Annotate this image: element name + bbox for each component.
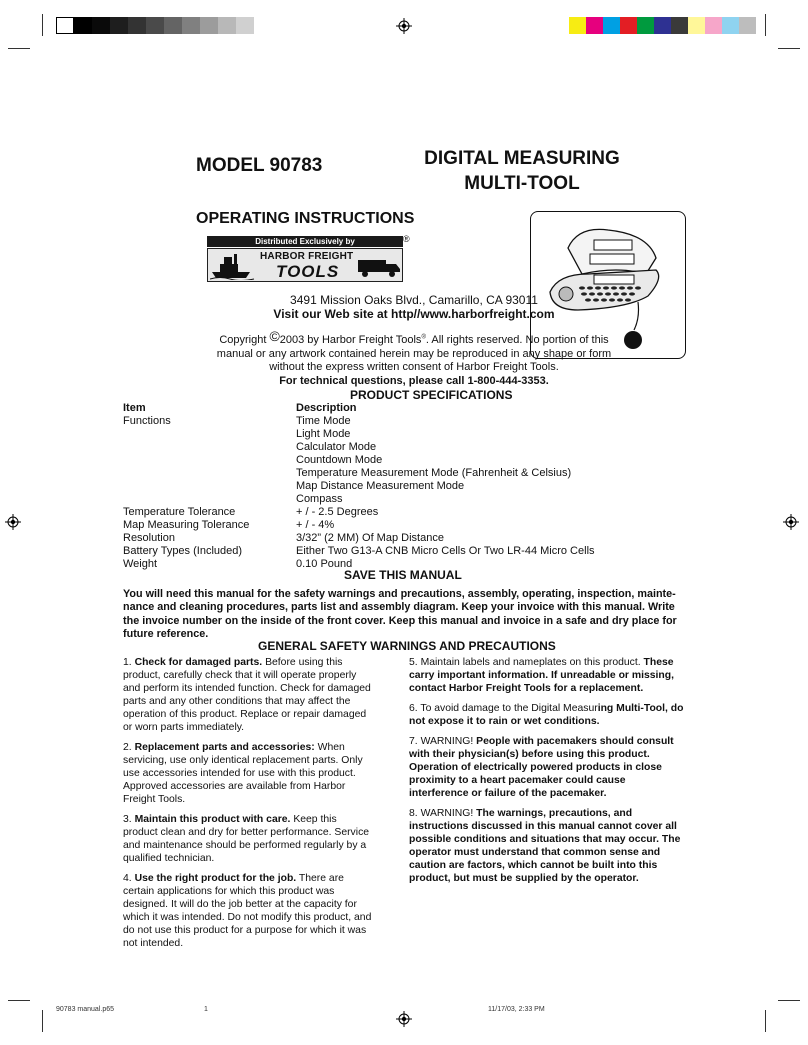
model-number: MODEL 90783 bbox=[196, 155, 323, 176]
warning-number: 6. bbox=[409, 703, 421, 714]
warning-number: 2. bbox=[123, 742, 135, 753]
product-title-line1: DIGITAL MEASURING bbox=[424, 148, 620, 169]
copyright-prefix: Copyright bbox=[219, 334, 270, 346]
warning-number: 4. bbox=[123, 873, 135, 884]
copyright-line2: manual or any artwork contained herein may be reproduced in any shape or form bbox=[216, 347, 612, 360]
warning-number: 5. bbox=[409, 657, 421, 668]
copyright-line3: without the express written consent of Harbor Freight Tools. bbox=[269, 361, 559, 373]
warning-heading: Use the right product for the job. bbox=[134, 873, 297, 884]
specs-header-row bbox=[123, 402, 626, 415]
function-item: Time Mode bbox=[296, 415, 351, 427]
function-item: Map Distance Measurement Mode bbox=[296, 480, 465, 492]
warning-item bbox=[123, 741, 373, 806]
warning-number: 1. bbox=[123, 657, 135, 668]
copyright-rights: . All rights reserved. No portion of this bbox=[425, 334, 609, 346]
technical-questions-line: For technical questions, please call 1-800-444-3353. bbox=[279, 374, 549, 387]
registered-mark: ® bbox=[403, 234, 410, 244]
registration-mark-icon bbox=[396, 18, 412, 34]
logo-panel bbox=[207, 248, 403, 282]
specs-desc: 3/32” (2 MM) Of Map Distance bbox=[296, 532, 444, 544]
address-line: 3491 Mission Oaks Blvd., Camarillo, CA 93011 bbox=[290, 293, 538, 307]
specs-row bbox=[123, 506, 626, 519]
website-line[interactable]: Visit our Web site at http//www.harborfreight.com bbox=[273, 307, 555, 321]
footer-filename: 90783 manual.p65 bbox=[56, 1006, 114, 1013]
specs-desc: 0.10 Pound bbox=[296, 558, 353, 570]
function-item: Compass bbox=[296, 493, 343, 505]
specs-desc: + / - 2.5 Degrees bbox=[296, 506, 379, 518]
safety-warnings-title: GENERAL SAFETY WARNINGS AND PRECAUTIONS bbox=[258, 639, 556, 653]
specs-functions-list bbox=[296, 415, 626, 506]
warning-body: WARNING! bbox=[420, 808, 477, 819]
registration-mark-icon bbox=[396, 1011, 412, 1027]
truck-icon bbox=[356, 252, 402, 280]
warning-heading: People with pacemakers should consult with their physician(s) before using this product. Operation of electrically powered products in close proximity to a heart pacemaker could cause interference or failure of the pacemaker. bbox=[409, 736, 674, 799]
specs-row bbox=[123, 532, 626, 545]
logo-brand-line1: HARBOR FREIGHT bbox=[260, 251, 354, 262]
specs-functions-row bbox=[123, 415, 626, 506]
product-title-line2: MULTI-TOOL bbox=[464, 173, 580, 194]
warning-heading: Maintain this product with care. bbox=[134, 814, 291, 825]
warning-item bbox=[123, 656, 373, 734]
footer-page-number: 1 bbox=[204, 1006, 208, 1013]
copyright-symbol: © bbox=[269, 328, 280, 344]
specs-desc: + / - 4% bbox=[296, 519, 335, 531]
function-item: Calculator Mode bbox=[296, 441, 377, 453]
save-manual-line: future reference. bbox=[123, 627, 209, 640]
warning-heading: ing Multi-Tool, do not expose it to rain or wet conditions. bbox=[409, 703, 684, 727]
warning-number: 8. bbox=[409, 808, 421, 819]
specs-row bbox=[123, 519, 626, 532]
specs-item: Weight bbox=[123, 558, 158, 570]
warning-heading: Replacement parts and accessories: bbox=[134, 742, 315, 753]
warning-body: Keep this product clean and dry for better performance. Service and maintenance should be performed regularly by a qualified technician. bbox=[123, 814, 370, 864]
warning-body: To avoid damage to the Digital Measur bbox=[420, 703, 598, 714]
copyright-line1: Copyright ©2003 by Harbor Freight Tools®. All rights reserved. No portion of this bbox=[219, 328, 609, 346]
registration-mark-icon bbox=[783, 514, 799, 530]
specs-item: Map Measuring Tolerance bbox=[123, 519, 250, 531]
warning-body: Before using this product, carefully check that it will operate properly and perform its intended function. Check for damaged parts and any other conditions that may affect the operation of this product. Replace or repair damaged or worn parts immediately. bbox=[123, 657, 371, 733]
warning-heading: These carry important information. If unreadable or missing, contact Harbor Freight Tools for a replacement. bbox=[409, 657, 675, 694]
warning-item bbox=[123, 872, 373, 950]
function-item: Temperature Measurement Mode (Fahrenheit & Celsius) bbox=[296, 467, 572, 479]
warning-body: There are certain applications for which this product was designed. It will do the job better at the capacity for which it was intended. Do not modify this product, and do not use this product for a purpose for which it was not intended. bbox=[123, 873, 372, 949]
specs-item: Battery Types (Included) bbox=[123, 545, 243, 557]
save-manual-title: SAVE THIS MANUAL bbox=[344, 568, 462, 582]
warning-heading: The warnings, precautions, and instructions discussed in this manual cannot cover all possible conditions and situations that may occur. The operator must understand that common sense and caution are factors, which cannot be built into this product, but must be supplied by the operator. bbox=[409, 808, 681, 884]
warnings-left-column bbox=[123, 656, 373, 957]
tugboat-icon bbox=[210, 252, 256, 280]
specs-item: Temperature Tolerance bbox=[123, 506, 236, 518]
save-manual-line: nance and cleaning procedures, parts list and assembly diagram. Keep your invoice with this manual. Write bbox=[123, 601, 675, 614]
warning-item bbox=[409, 735, 685, 800]
warning-item bbox=[409, 807, 685, 885]
specs-col-item: Item bbox=[123, 402, 146, 414]
product-title bbox=[400, 146, 644, 196]
specs-table bbox=[123, 402, 626, 571]
specs-col-desc: Description bbox=[296, 402, 357, 414]
registration-mark-icon bbox=[5, 514, 21, 530]
copyright-owner: 2003 by Harbor Freight Tools bbox=[279, 334, 422, 346]
specs-row bbox=[123, 545, 626, 558]
warning-body: When servicing, use only identical replacement parts. Only use accessories intended for use with this product. Approved accessories are available from Harbor Freight Tools. bbox=[123, 742, 363, 805]
specs-item: Functions bbox=[123, 415, 171, 427]
warning-number: 3. bbox=[123, 814, 135, 825]
specs-title: PRODUCT SPECIFICATIONS bbox=[350, 388, 513, 402]
operating-instructions-heading: OPERATING INSTRUCTIONS bbox=[196, 210, 415, 227]
warnings-right-column bbox=[409, 656, 685, 892]
warning-body: WARNING! bbox=[420, 736, 477, 747]
copyright-block bbox=[120, 330, 708, 388]
logo-brand-line2: TOOLS bbox=[276, 262, 340, 281]
function-item: Countdown Mode bbox=[296, 454, 383, 466]
footer-date: 11/17/03, 2:33 PM bbox=[488, 1006, 545, 1013]
function-item: Light Mode bbox=[296, 428, 351, 440]
save-manual-text bbox=[123, 588, 693, 641]
warning-number: 7. bbox=[409, 736, 421, 747]
save-manual-line: the invoice number on the inside of the front cover. Keep this manual and invoice in a safe and dry place for bbox=[123, 614, 677, 627]
warning-body: Maintain labels and nameplates on this product. bbox=[420, 657, 644, 668]
save-manual-line: You will need this manual for the safety warnings and precautions, assembly, operating, inspection, mainte- bbox=[123, 588, 676, 600]
harbor-freight-logo bbox=[207, 234, 410, 284]
specs-desc: Either Two G13-A CNB Micro Cells Or Two LR-44 Micro Cells bbox=[296, 545, 595, 557]
warning-item bbox=[409, 702, 685, 728]
specs-item: Resolution bbox=[123, 532, 175, 544]
logo-distributed-text: Distributed Exclusively by bbox=[207, 236, 403, 247]
warning-item bbox=[409, 656, 685, 695]
warning-item bbox=[123, 813, 373, 865]
warning-heading: Check for damaged parts. bbox=[134, 657, 263, 668]
